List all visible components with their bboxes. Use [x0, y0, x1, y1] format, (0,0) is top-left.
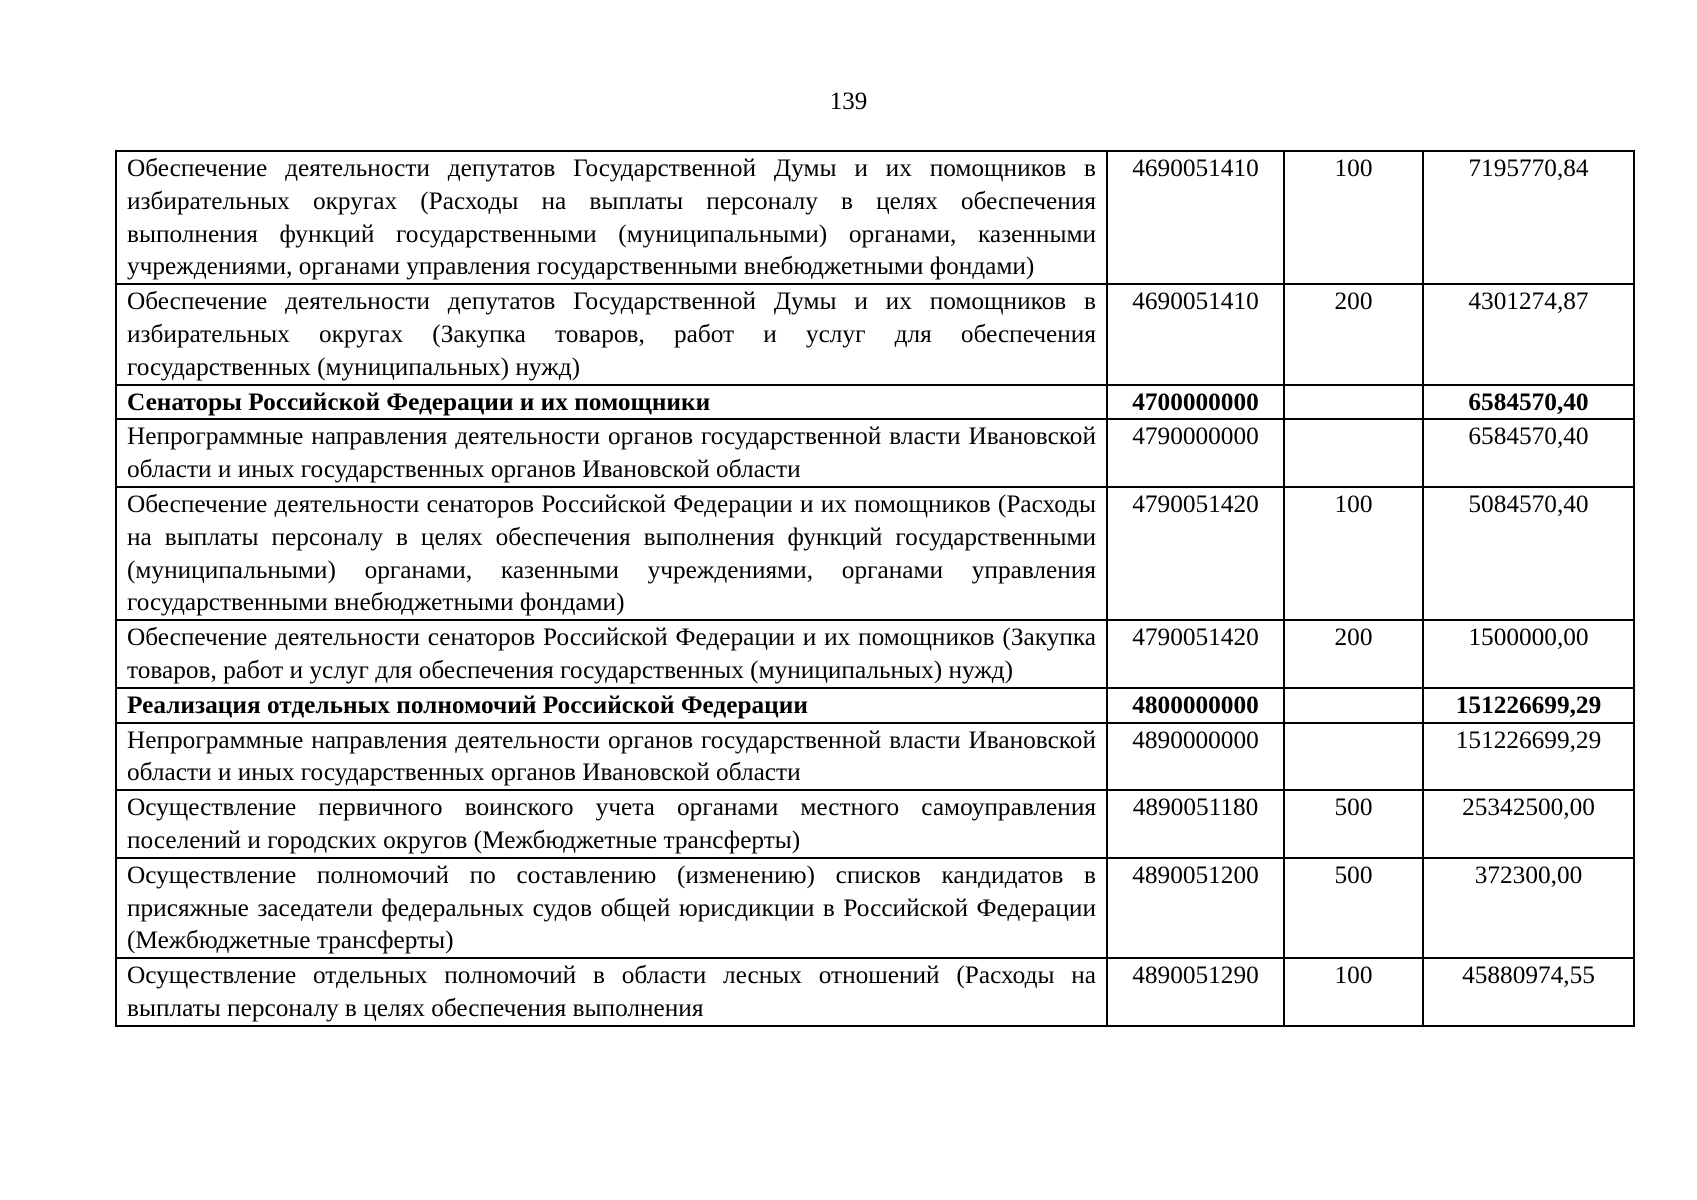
row-expense-type: 500	[1284, 858, 1423, 958]
table-row	[116, 958, 1634, 1026]
row-name: Обеспечение деятельности депутатов Государственной Думы и их помощников в избирательных округах (Закупка товаров, работ и услуг для обеспечения государственных (муниципальных) нужд)	[116, 284, 1107, 384]
row-sum: 25342500,00	[1423, 790, 1634, 858]
row-name: Непрограммные направления деятельности органов государственной власти Ивановской области и иных государственных органов Ивановской области	[116, 723, 1107, 791]
table-row-section	[116, 688, 1634, 723]
row-name: Обеспечение деятельности сенаторов Российской Федерации и их помощников (Расходы на выплаты персоналу в целях обеспечения выполнения функций государственными (муниципальными) органами, казенными учреждениями, органами управления государственными внебюджетными фондами)	[116, 487, 1107, 620]
row-code: 4890051200	[1107, 858, 1284, 958]
row-code: 4890000000	[1107, 723, 1284, 791]
page-number: 139	[829, 88, 868, 115]
row-expense-type: 100	[1284, 958, 1423, 1026]
row-name: Осуществление первичного воинского учета органами местного самоуправления поселений и городских округов (Межбюджетные трансферты)	[116, 790, 1107, 858]
row-expense-type: 100	[1284, 151, 1423, 284]
row-sum: 151226699,29	[1423, 723, 1634, 791]
table-row	[116, 284, 1634, 384]
row-name: Осуществление полномочий по составлению (изменению) списков кандидатов в присяжные заседатели федеральных судов общей юрисдикции в Российской Федерации (Межбюджетные трансферты)	[116, 858, 1107, 958]
row-sum: 5084570,40	[1423, 487, 1634, 620]
row-expense-type: 100	[1284, 487, 1423, 620]
row-code: 4800000000	[1107, 688, 1284, 723]
row-sum: 6584570,40	[1423, 385, 1634, 420]
table-row-section	[116, 385, 1634, 420]
table-row	[116, 858, 1634, 958]
table-row	[116, 487, 1634, 620]
budget-table	[115, 150, 1635, 1027]
row-sum: 45880974,55	[1423, 958, 1634, 1026]
row-code: 4790051420	[1107, 487, 1284, 620]
row-code: 4690051410	[1107, 151, 1284, 284]
row-sum: 372300,00	[1423, 858, 1634, 958]
row-sum: 4301274,87	[1423, 284, 1634, 384]
row-expense-type	[1284, 723, 1423, 791]
row-expense-type: 200	[1284, 284, 1423, 384]
row-name: Сенаторы Российской Федерации и их помощники	[116, 385, 1107, 420]
row-name: Реализация отдельных полномочий Российской Федерации	[116, 688, 1107, 723]
row-name: Обеспечение деятельности депутатов Государственной Думы и их помощников в избирательных округах (Расходы на выплаты персоналу в целях обеспечения выполнения функций государственными (муниципальными) органами, казенными учреждениями, органами управления государственными внебюджетными фондами)	[116, 151, 1107, 284]
table-row	[116, 723, 1634, 791]
table-row	[116, 620, 1634, 688]
row-code: 4890051290	[1107, 958, 1284, 1026]
row-sum: 1500000,00	[1423, 620, 1634, 688]
row-expense-type: 500	[1284, 790, 1423, 858]
table-row	[116, 151, 1634, 284]
row-code: 4690051410	[1107, 284, 1284, 384]
row-sum: 6584570,40	[1423, 419, 1634, 487]
row-expense-type	[1284, 688, 1423, 723]
row-name: Обеспечение деятельности сенаторов Российской Федерации и их помощников (Закупка товаров, работ и услуг для обеспечения государственных (муниципальных) нужд)	[116, 620, 1107, 688]
table-row	[116, 419, 1634, 487]
row-expense-type: 200	[1284, 620, 1423, 688]
row-expense-type	[1284, 419, 1423, 487]
row-name: Осуществление отдельных полномочий в области лесных отношений (Расходы на выплаты персоналу в целях обеспечения выполнения	[116, 958, 1107, 1026]
row-name: Непрограммные направления деятельности органов государственной власти Ивановской области и иных государственных органов Ивановской области	[116, 419, 1107, 487]
row-sum: 7195770,84	[1423, 151, 1634, 284]
row-expense-type	[1284, 385, 1423, 420]
table-row	[116, 790, 1634, 858]
row-sum: 151226699,29	[1423, 688, 1634, 723]
row-code: 4890051180	[1107, 790, 1284, 858]
row-code: 4790051420	[1107, 620, 1284, 688]
row-code: 4790000000	[1107, 419, 1284, 487]
row-code: 4700000000	[1107, 385, 1284, 420]
